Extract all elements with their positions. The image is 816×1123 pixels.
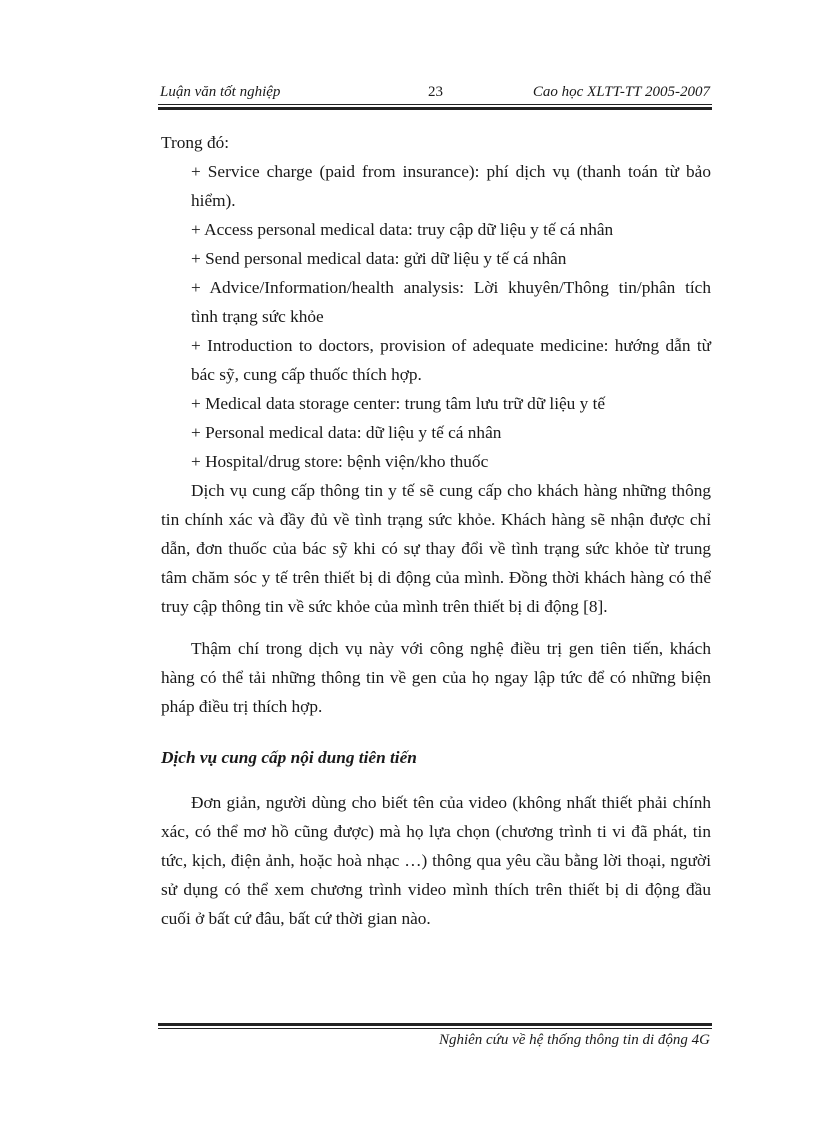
list-item: + Introduction to doctors, provision of adequate medicine: hướng dẫn từ: [191, 336, 711, 355]
list-item: + Access personal medical data: truy cập dữ liệu y tế cá nhân: [191, 220, 614, 239]
page-footer: Nghiên cứu về hệ thống thông tin di động 4G: [438, 1032, 710, 1048]
page-header: [158, 82, 710, 106]
paragraph-line: tâm chăm sóc y tế trên thiết bị di động của mình. Đồng thời khách hàng có thể: [161, 568, 711, 587]
header-program-label: Cao học XLTT-TT 2005-2007: [532, 84, 710, 100]
list-item: + Medical data storage center: trung tâm lưu trữ dữ liệu y tế: [191, 394, 606, 413]
list-item: + Service charge (paid from insurance): phí dịch vụ (thanh toán từ bảo: [191, 162, 711, 181]
paragraph-medical-info: [161, 476, 711, 621]
paragraph-line: pháp điều trị thích hợp.: [161, 697, 323, 716]
paragraph-gene-therapy: [161, 634, 711, 721]
list-item: + Send personal medical data: gửi dữ liệu y tế cá nhân: [191, 249, 567, 268]
paragraph-content-service: [161, 788, 711, 933]
paragraph-line: cuối ở bất cứ đâu, bất cứ thời gian nào.: [161, 909, 431, 928]
intro-label: Trong đó:: [161, 133, 230, 152]
list-item-continuation: tình trạng sức khỏe: [191, 307, 324, 326]
footer-rule-thick: [158, 1023, 712, 1026]
paragraph-line: tin chính xác và đầy đủ về tình trạng sức khỏe. Khách hàng sẽ nhận được chỉ: [161, 510, 711, 529]
paragraph-line: dẫn, đơn thuốc của bác sỹ khi có sự thay đổi về tình trạng sức khỏe từ trung: [161, 539, 711, 558]
term-list: [161, 157, 711, 476]
paragraph-line: tức, kịch, điện ảnh, hoặc hoà nhạc …) thông qua yêu cầu bằng lời thoại, người: [161, 851, 711, 870]
list-item-continuation: hiểm).: [191, 191, 236, 210]
document-body: [161, 128, 711, 933]
list-item-continuation: bác sỹ, cung cấp thuốc thích hợp.: [191, 365, 422, 384]
paragraph-line: Dịch vụ cung cấp thông tin y tế sẽ cung cấp cho khách hàng những thông: [191, 481, 711, 500]
paragraph-line: Thậm chí trong dịch vụ này với công nghệ điều trị gen tiên tiến, khách: [191, 639, 711, 658]
header-rule: [158, 104, 712, 105]
section-heading: Dịch vụ cung cấp nội dung tiên tiến: [161, 748, 417, 767]
paragraph-line: truy cập thông tin về sức khỏe của mình trên thiết bị di động [8].: [161, 597, 608, 616]
list-item: + Advice/Information/health analysis: Lời khuyên/Thông tin/phân tích: [191, 278, 711, 297]
header-rule-thick: [158, 107, 712, 110]
paragraph-line: hàng có thể tải những thông tin về gen của họ ngay lập tức để có những biện: [161, 668, 711, 687]
list-item: + Hospital/drug store: bệnh viện/kho thuốc: [191, 452, 489, 471]
list-item: + Personal medical data: dữ liệu y tế cá nhân: [191, 423, 502, 442]
paragraph-line: Đơn giản, người dùng cho biết tên của video (không nhất thiết phải chính: [191, 793, 711, 812]
header-thesis-label: Luận văn tốt nghiệp: [160, 84, 281, 100]
page-number: 23: [428, 84, 443, 100]
paragraph-line: xác, có thể mơ hồ cũng được) mà họ lựa chọn (chương trình ti vi đã phát, tin: [161, 822, 711, 841]
footer-rule: [158, 1028, 712, 1029]
paragraph-line: sử dụng có thể xem chương trình video mình thích trên thiết bị di động đầu: [161, 880, 711, 899]
